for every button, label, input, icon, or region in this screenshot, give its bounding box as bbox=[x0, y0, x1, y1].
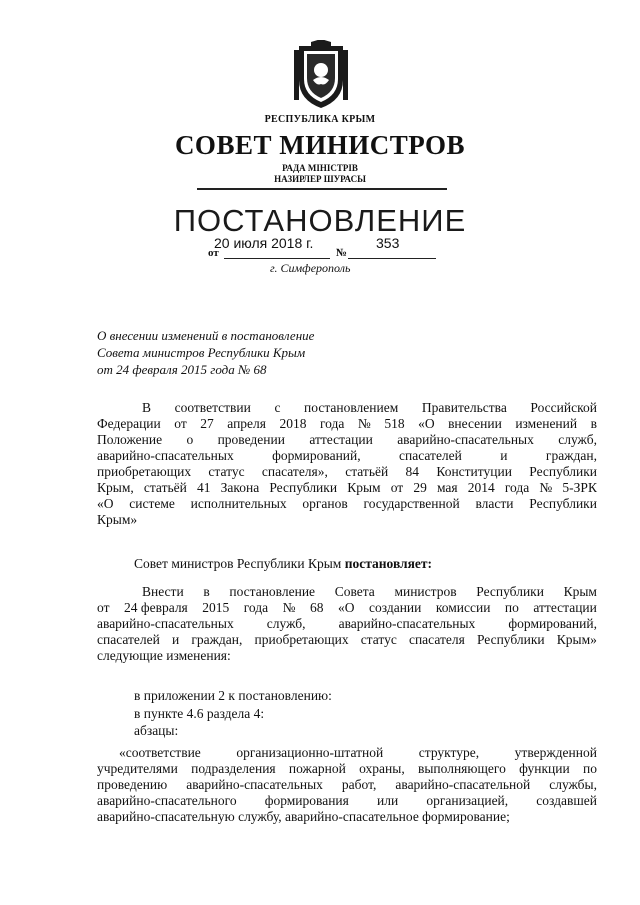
word: «О bbox=[418, 416, 435, 431]
header-divider bbox=[197, 188, 447, 190]
paragraph-4 bbox=[97, 745, 597, 825]
word: Республики bbox=[529, 496, 597, 511]
word: Крым bbox=[563, 584, 597, 599]
word: Российской bbox=[530, 400, 597, 415]
word: 2015 bbox=[202, 600, 230, 615]
word: работ, bbox=[341, 777, 377, 792]
word: в bbox=[203, 584, 210, 599]
word: 68 bbox=[310, 600, 324, 615]
justified-line bbox=[97, 432, 597, 448]
council-title: СОВЕТ МИНИСТРОВ bbox=[174, 130, 466, 160]
word: аварийно-спасательных bbox=[97, 448, 234, 463]
word: от bbox=[174, 416, 187, 431]
word: о bbox=[186, 432, 194, 447]
word: Закона bbox=[220, 480, 260, 495]
word: аварийно-спасательных bbox=[97, 616, 234, 631]
word: граждан, bbox=[191, 632, 243, 647]
justified-line bbox=[97, 496, 597, 512]
word: Федерации bbox=[97, 416, 161, 431]
list-item: в приложении 2 к постановлению: bbox=[134, 688, 332, 703]
justified-line bbox=[97, 600, 597, 616]
word: аварийно-спасательных bbox=[397, 432, 534, 447]
word: 2018 bbox=[279, 416, 307, 431]
word: изменений bbox=[515, 416, 578, 431]
word: аттестации bbox=[533, 600, 597, 615]
word: создании bbox=[369, 600, 422, 615]
word: Внести bbox=[142, 584, 184, 599]
justified-line bbox=[97, 793, 597, 809]
word: служб, bbox=[558, 432, 597, 447]
word: по bbox=[583, 761, 597, 776]
word: службы, bbox=[549, 777, 597, 792]
word: министров bbox=[394, 584, 457, 599]
word: и bbox=[171, 632, 180, 647]
justified-line bbox=[97, 761, 597, 777]
council-names bbox=[0, 163, 640, 185]
word: комиссии bbox=[435, 600, 491, 615]
justified-lines bbox=[97, 600, 597, 648]
word: года bbox=[319, 416, 345, 431]
word: и bbox=[500, 448, 508, 463]
word: Конституции bbox=[436, 464, 512, 479]
word: системе bbox=[129, 496, 175, 511]
word: В bbox=[142, 400, 152, 415]
subject-line: Совета министров Республики Крым bbox=[97, 345, 306, 360]
word: № bbox=[357, 416, 371, 431]
paragraph-last-line: аварийно-спасательную службу, аварийно-спасательное формирование; bbox=[97, 809, 510, 824]
word: № bbox=[282, 600, 296, 615]
word: структуре, bbox=[418, 745, 480, 760]
resolution-verb: постановляет: bbox=[344, 556, 433, 571]
list-item: в пункте 4.6 раздела 4: bbox=[134, 706, 265, 721]
justified-line bbox=[97, 632, 597, 648]
word: власти bbox=[475, 496, 514, 511]
justified-line bbox=[97, 616, 597, 632]
document-date: 20 июля 2018 г. bbox=[214, 235, 314, 251]
word: 84 bbox=[405, 464, 420, 479]
word: Крым» bbox=[556, 632, 597, 647]
paragraph-2 bbox=[134, 556, 432, 572]
word: органов bbox=[302, 496, 348, 511]
word: статус bbox=[360, 632, 397, 647]
word: № bbox=[539, 480, 553, 495]
word: по bbox=[504, 600, 519, 615]
word: Правительства bbox=[421, 400, 507, 415]
word: года bbox=[243, 600, 269, 615]
word: формирований, bbox=[508, 616, 597, 631]
word: спасателя bbox=[408, 632, 465, 647]
word: граждан, bbox=[545, 448, 597, 463]
word: утвержденной bbox=[514, 745, 597, 760]
word: аварийно-спасательного bbox=[97, 793, 237, 808]
word: соответствии bbox=[174, 400, 251, 415]
word: выполняющего bbox=[417, 761, 506, 776]
word: организационно-штатной bbox=[236, 745, 384, 760]
word: 518 bbox=[384, 416, 405, 431]
word: Совета bbox=[334, 584, 375, 599]
number-underline bbox=[348, 258, 436, 259]
word: от bbox=[97, 600, 110, 615]
document-subject bbox=[97, 327, 314, 378]
word: статус bbox=[208, 464, 245, 479]
word: спасателя», bbox=[261, 464, 328, 479]
word: Крым, bbox=[97, 480, 134, 495]
word: 27 bbox=[200, 416, 214, 431]
word: 41 bbox=[196, 480, 211, 495]
word: в bbox=[590, 416, 597, 431]
justified-line bbox=[97, 745, 597, 761]
word: или bbox=[377, 793, 399, 808]
justified-line bbox=[97, 464, 597, 480]
word: формирований, bbox=[272, 448, 361, 463]
word: подразделения bbox=[191, 761, 276, 776]
city: г. Симферополь bbox=[270, 261, 351, 275]
word: 24 февраля bbox=[123, 600, 188, 615]
word: «О bbox=[338, 600, 355, 615]
document-number: 353 bbox=[376, 235, 400, 251]
word: 5-ЗРК bbox=[562, 480, 597, 495]
date-underline bbox=[224, 258, 330, 259]
word: организацией, bbox=[426, 793, 509, 808]
word: постановление bbox=[229, 584, 316, 599]
word: от bbox=[390, 480, 404, 495]
document-type: ПОСТАНОВЛЕНИЕ bbox=[173, 203, 467, 238]
subject-line: О внесении изменений в постановление bbox=[97, 328, 315, 343]
word: аттестации bbox=[309, 432, 373, 447]
word: пожарной bbox=[288, 761, 346, 776]
justified-line bbox=[97, 416, 597, 432]
word: года bbox=[504, 480, 530, 495]
word: мая bbox=[436, 480, 458, 495]
justified-line bbox=[97, 584, 597, 600]
word: статьёй bbox=[345, 464, 389, 479]
word: создавшей bbox=[536, 793, 597, 808]
word: служб, bbox=[266, 616, 306, 631]
word: приобретающих bbox=[254, 632, 349, 647]
paragraph-1 bbox=[97, 400, 597, 528]
justified-line bbox=[97, 777, 597, 793]
word: формирования bbox=[264, 793, 349, 808]
justified-lines bbox=[97, 416, 597, 512]
word: Республики bbox=[476, 632, 545, 647]
word: с bbox=[274, 400, 281, 415]
word: спасателей bbox=[399, 448, 462, 463]
council-title-crh: НАЗИРЛЕР ШУРАСЫ bbox=[274, 174, 366, 184]
word: аварийно-спасательных bbox=[186, 777, 323, 792]
word: проведению bbox=[97, 777, 168, 792]
word: «соответствие bbox=[119, 745, 201, 760]
subject-line: от 24 февраля 2015 года № 68 bbox=[97, 362, 267, 377]
justified-lines bbox=[97, 761, 597, 809]
word: аварийно-спасательной bbox=[395, 777, 531, 792]
word: Республики bbox=[476, 584, 544, 599]
resolution-text: Совет министров Республики Крым bbox=[134, 556, 345, 571]
number-label: № bbox=[336, 247, 348, 259]
word: «О bbox=[97, 496, 114, 511]
word: проведении bbox=[217, 432, 285, 447]
paragraph-last-line: Крым» bbox=[97, 512, 138, 527]
justified-line bbox=[97, 448, 597, 464]
paragraph-last-line: следующие изменения: bbox=[97, 648, 231, 663]
word: спасателей bbox=[97, 632, 160, 647]
word: Республики bbox=[269, 480, 338, 495]
justified-line bbox=[97, 400, 597, 416]
word: апреля bbox=[227, 416, 266, 431]
word: аварийно-спасательных bbox=[338, 616, 476, 631]
word: Республики bbox=[529, 464, 597, 479]
word: 29 bbox=[413, 480, 427, 495]
justified-line bbox=[97, 480, 597, 496]
paragraph-3 bbox=[97, 584, 597, 664]
word: внесении bbox=[448, 416, 502, 431]
word: государственной bbox=[363, 496, 460, 511]
word: статьёй bbox=[143, 480, 187, 495]
word: Положение bbox=[97, 432, 163, 447]
word: приобретающих bbox=[97, 464, 192, 479]
from-label: от bbox=[208, 247, 219, 259]
word: учредителями bbox=[97, 761, 178, 776]
word: охраны, bbox=[359, 761, 405, 776]
council-title-ua: РАДА МІНІСТРІВ bbox=[282, 163, 358, 173]
list-item: абзацы: bbox=[134, 723, 179, 738]
word: Крым bbox=[347, 480, 381, 495]
word: 2014 bbox=[467, 480, 495, 495]
republic-title: РЕСПУБЛИКА КРЫМ bbox=[264, 114, 376, 125]
word: исполнительных bbox=[190, 496, 287, 511]
word: постановлением bbox=[304, 400, 399, 415]
crimea-coat-of-arms-icon bbox=[291, 40, 351, 110]
word: функции bbox=[519, 761, 570, 776]
